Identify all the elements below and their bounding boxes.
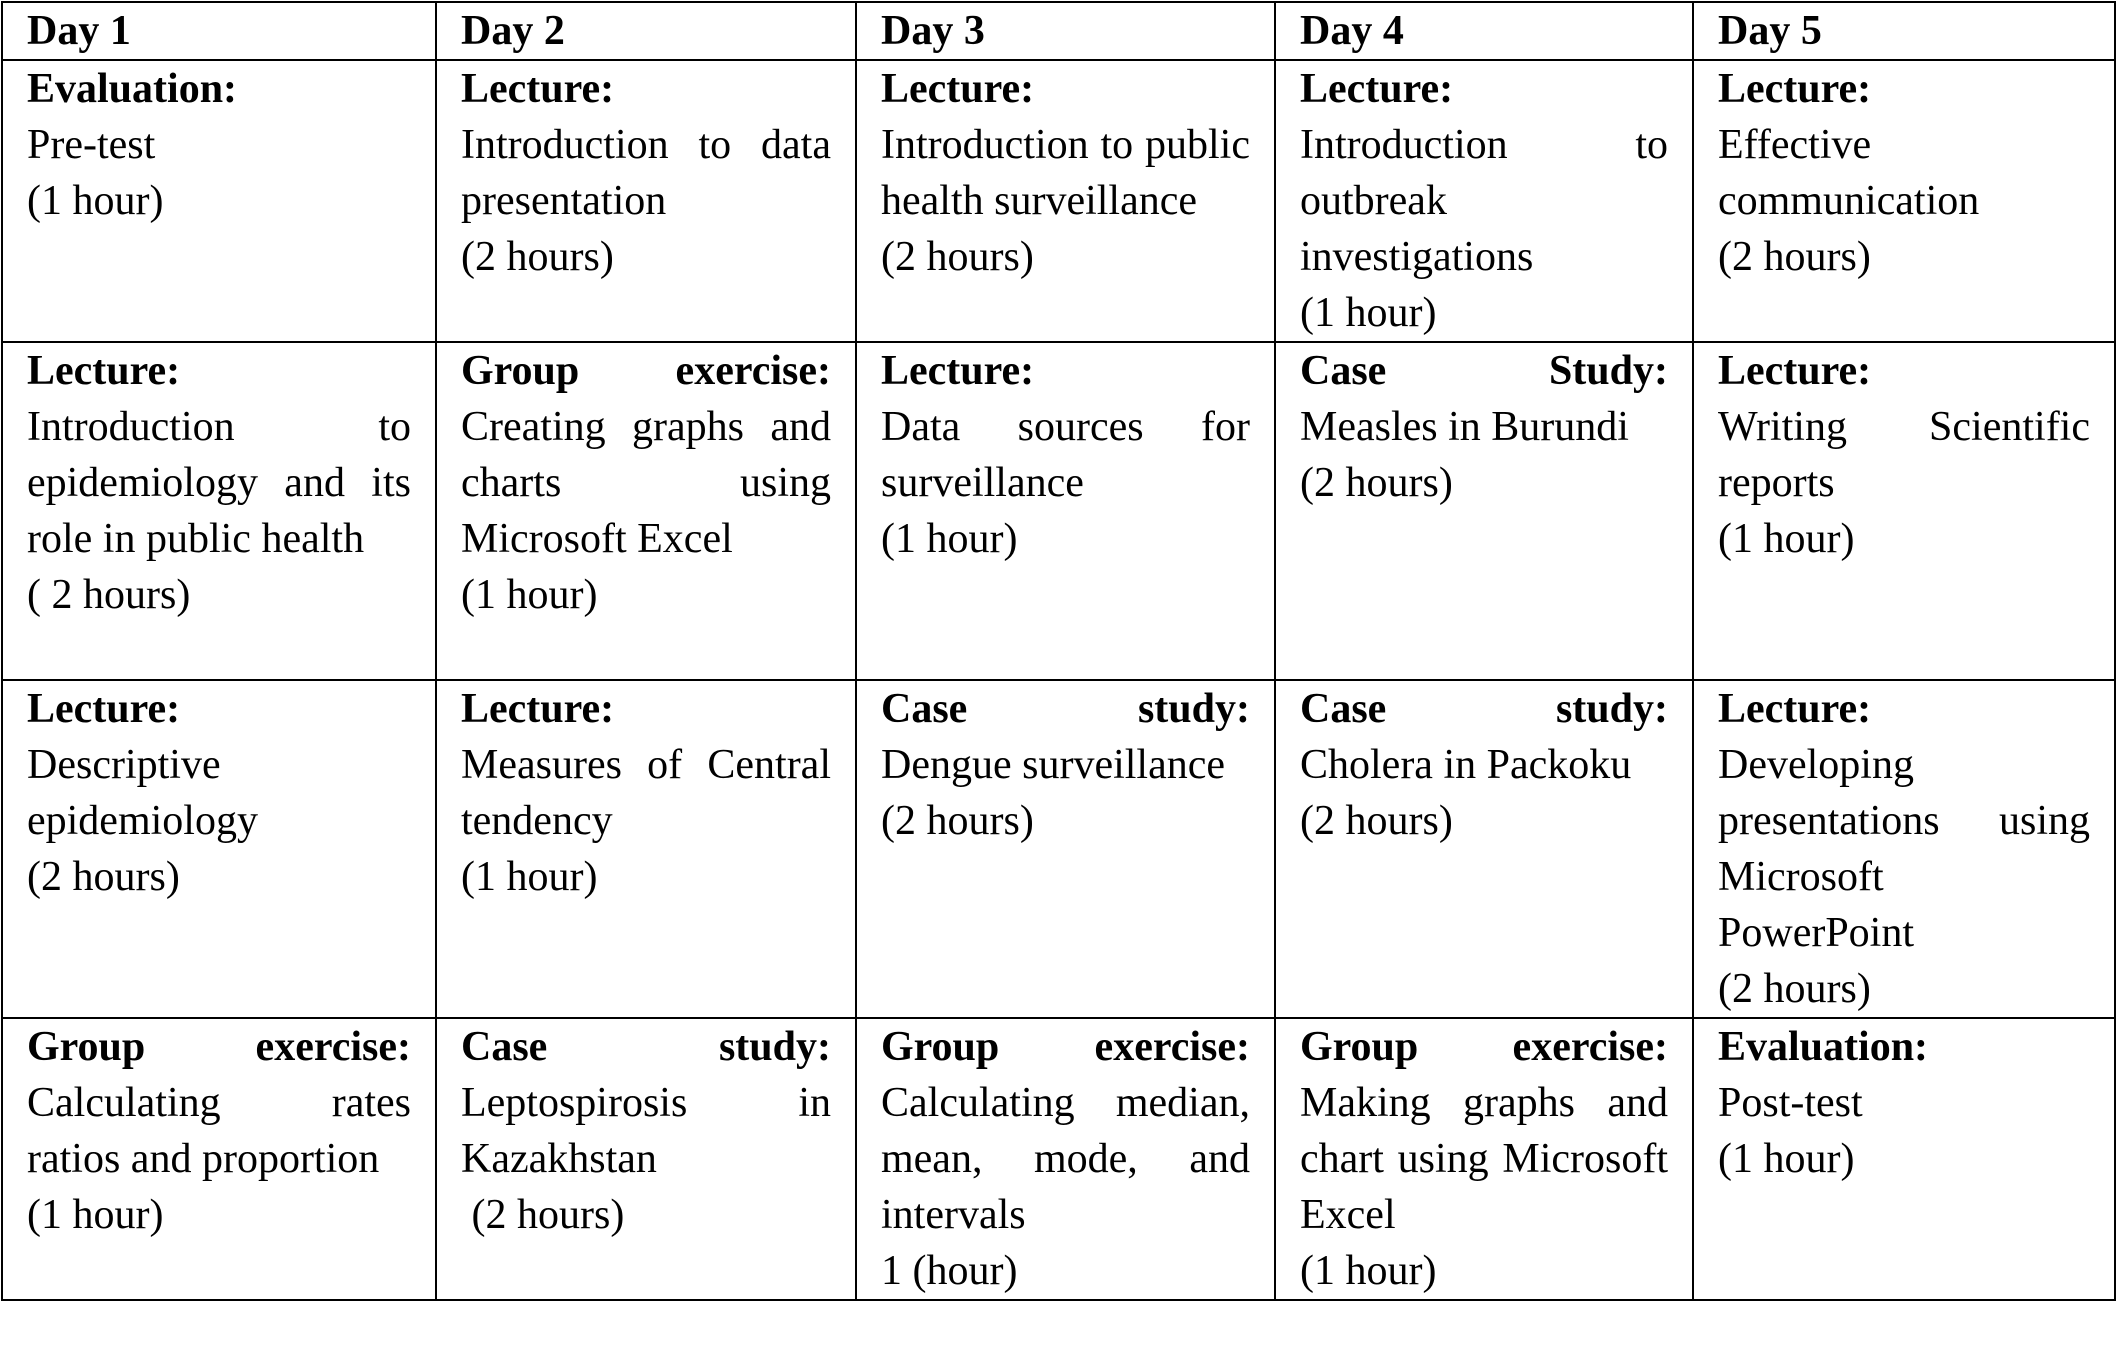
session-duration: (1 hour) xyxy=(461,854,598,900)
day-header: Day 1 xyxy=(2,2,436,60)
session-topic: Pre-test xyxy=(27,122,156,168)
session-type: Lecture: xyxy=(461,686,615,732)
session-type: Evaluation: xyxy=(1718,1024,1929,1070)
session-cell xyxy=(1693,342,2115,680)
session-type: Lecture: xyxy=(1718,66,1872,112)
session-cell xyxy=(2,342,436,680)
schedule-row xyxy=(2,60,2115,342)
session-topic: Cholera in Packoku xyxy=(1300,742,1632,788)
session-topic: Introduction to data presentation xyxy=(461,122,831,224)
session-duration: (1 hour) xyxy=(461,572,598,618)
day-header: Day 4 xyxy=(1275,2,1693,60)
session-topic: Introduction to epidemiology and its role in public health xyxy=(27,404,411,562)
session-topic: Calculating median, mean, mode, and intervals xyxy=(881,1080,1250,1238)
session-type: Case study: xyxy=(881,686,1250,732)
session-cell xyxy=(2,680,436,1018)
day-header: Day 3 xyxy=(856,2,1275,60)
header-row xyxy=(2,2,2115,60)
session-type: Group exercise: xyxy=(27,1024,411,1070)
session-type: Lecture: xyxy=(27,348,181,394)
session-cell xyxy=(1275,1018,1693,1300)
session-type: Group exercise: xyxy=(881,1024,1250,1070)
session-topic: Data sources for surveillance xyxy=(881,404,1250,506)
session-topic: Leptospirosis in Kazakhstan xyxy=(461,1080,831,1182)
day-header: Day 5 xyxy=(1693,2,2115,60)
session-topic: Dengue surveillance xyxy=(881,742,1226,788)
session-duration: (2 hours) xyxy=(461,1192,625,1238)
session-topic: Introduction to outbreak investigations xyxy=(1300,122,1668,280)
session-cell xyxy=(2,60,436,342)
session-type: Case study: xyxy=(1300,686,1668,732)
session-duration: (2 hours) xyxy=(1300,798,1453,844)
session-cell xyxy=(1693,680,2115,1018)
session-topic: Effective communication xyxy=(1718,122,1980,224)
session-type: Lecture: xyxy=(881,66,1035,112)
session-cell xyxy=(436,1018,856,1300)
session-cell xyxy=(856,342,1275,680)
session-type: Case study: xyxy=(461,1024,831,1070)
session-duration: ( 2 hours) xyxy=(27,572,191,618)
session-topic: Measles in Burundi xyxy=(1300,404,1629,450)
session-type: Group exercise: xyxy=(461,348,831,394)
session-cell xyxy=(1275,60,1693,342)
session-type: Evaluation: xyxy=(27,66,238,112)
session-type: Lecture: xyxy=(1718,686,1872,732)
session-duration: (2 hours) xyxy=(1300,460,1453,506)
session-type: Lecture: xyxy=(461,66,615,112)
session-topic: Creating graphs and charts using Microsoft Excel xyxy=(461,404,831,562)
session-topic: Writing Scientific reports xyxy=(1718,404,2090,506)
schedule-row xyxy=(2,680,2115,1018)
session-duration: (1 hour) xyxy=(1300,290,1437,336)
session-duration: (2 hours) xyxy=(1718,234,1871,280)
session-duration: (1 hour) xyxy=(27,1192,164,1238)
session-duration: (1 hour) xyxy=(881,516,1018,562)
session-cell xyxy=(436,342,856,680)
session-type: Lecture: xyxy=(1300,66,1454,112)
session-cell xyxy=(1275,342,1693,680)
session-type: Lecture: xyxy=(1718,348,1872,394)
session-type: Case Study: xyxy=(1300,348,1668,394)
session-cell xyxy=(436,680,856,1018)
session-type: Lecture: xyxy=(881,348,1035,394)
session-topic: Introduction to public health surveillance xyxy=(881,122,1250,224)
session-duration: 1 (hour) xyxy=(881,1248,1018,1294)
schedule-row xyxy=(2,1018,2115,1300)
day-header: Day 2 xyxy=(436,2,856,60)
session-type: Group exercise: xyxy=(1300,1024,1668,1070)
schedule-row xyxy=(2,342,2115,680)
session-type: Lecture: xyxy=(27,686,181,732)
session-topic: Developing presentations using Microsoft PowerPoint xyxy=(1718,742,2090,956)
session-duration: (2 hours) xyxy=(881,234,1034,280)
session-duration: (1 hour) xyxy=(27,178,164,224)
session-cell xyxy=(856,60,1275,342)
session-topic: Descriptive epidemiology xyxy=(27,742,258,844)
session-topic: Measures of Central tendency xyxy=(461,742,831,844)
session-duration: (1 hour) xyxy=(1718,1136,1855,1182)
session-duration: (2 hours) xyxy=(27,854,180,900)
session-cell xyxy=(436,60,856,342)
session-duration: (2 hours) xyxy=(1718,966,1871,1012)
session-duration: (1 hour) xyxy=(1718,516,1855,562)
session-cell xyxy=(2,1018,436,1300)
session-topic: Post-test xyxy=(1718,1080,1863,1126)
session-topic: Making graphs and chart using Microsoft Excel xyxy=(1300,1080,1668,1238)
session-duration: (1 hour) xyxy=(1300,1248,1437,1294)
session-duration: (2 hours) xyxy=(881,798,1034,844)
session-cell xyxy=(856,1018,1275,1300)
training-schedule-table xyxy=(1,1,2116,1301)
session-duration: (2 hours) xyxy=(461,234,614,280)
session-cell xyxy=(856,680,1275,1018)
session-topic: Calculating rates ratios and proportion xyxy=(27,1080,411,1182)
session-cell xyxy=(1275,680,1693,1018)
session-cell xyxy=(1693,1018,2115,1300)
session-cell xyxy=(1693,60,2115,342)
